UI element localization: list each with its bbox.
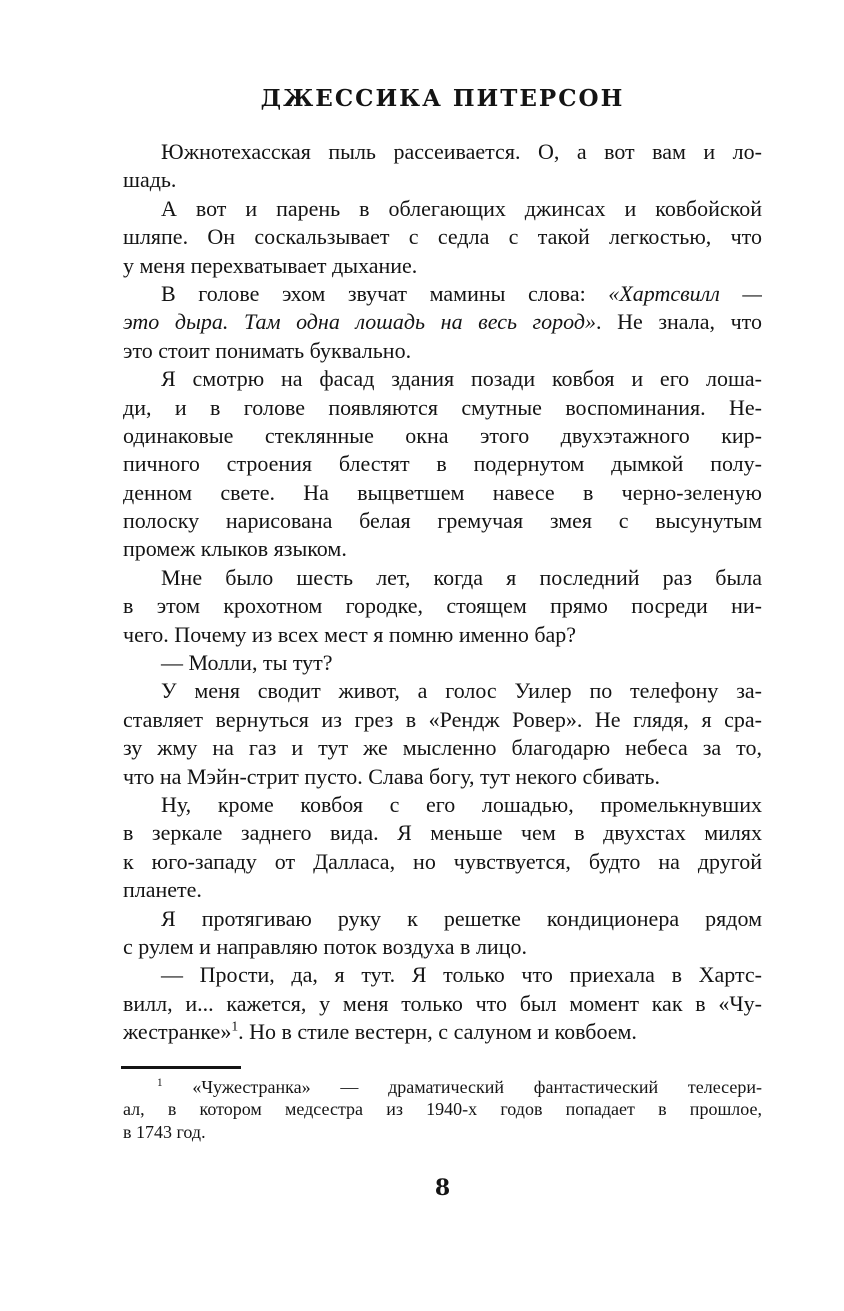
text-segment: «Чужестранка» — драматический фантастический телесери- <box>162 1077 762 1097</box>
text-segment: жестранке» <box>123 1019 232 1045</box>
text-segment: зу жму на газ и тут же мысленно благодарю небеса за то, <box>123 735 762 761</box>
text-line <box>123 677 762 705</box>
text-line <box>123 1076 762 1098</box>
text-line <box>123 422 762 450</box>
text-segment: пичного строения блестят в подернутом дымкой полу- <box>123 451 762 477</box>
text-line <box>123 1121 762 1143</box>
text-segment: — Прости, да, я тут. Я только что приехала в Хартс- <box>161 962 762 988</box>
text-segment: к юго-западу от Далласа, но чувствуется, будто на другой <box>123 848 762 874</box>
text-segment: А вот и парень в облегающих джинсах и ковбойской <box>161 195 762 221</box>
text-line <box>123 1018 762 1046</box>
text-segment: чего. Почему из всех мест я помню именно бар? <box>123 621 577 647</box>
text-line <box>123 535 762 563</box>
text-segment: это стоит понимать буквально. <box>123 337 412 363</box>
text-line <box>123 706 762 734</box>
text-line <box>123 223 762 251</box>
text-segment: полоску нарисована белая гремучая змея с высунутым <box>123 508 762 534</box>
text-line <box>123 763 762 791</box>
text-line <box>123 195 762 223</box>
text-line <box>123 564 762 592</box>
text-line <box>123 905 762 933</box>
footnote-marker: 1 <box>157 1077 163 1089</box>
body-text <box>123 138 762 1047</box>
text-segment: шляпе. Он соскальзывает с седла с такой легкостью, что <box>123 224 762 250</box>
text-line <box>123 450 762 478</box>
text-line <box>123 280 762 308</box>
text-line <box>123 252 762 280</box>
text-segment: в зеркале заднего вида. Я меньше чем в двухстах милях <box>123 820 762 846</box>
text-segment: в 1743 год. <box>123 1121 206 1142</box>
text-segment: ставляет вернуться из грез в «Рендж Ровер». Не глядя, я сра- <box>123 706 762 732</box>
text-segment: что на Мэйн-стрит пусто. Слава богу, тут некого сбивать. <box>123 763 660 789</box>
text-line <box>123 621 762 649</box>
text-line <box>123 394 762 422</box>
text-line <box>123 1098 762 1120</box>
text-line <box>123 791 762 819</box>
footnote <box>123 1076 762 1143</box>
text-segment: промеж клыков языком. <box>123 536 347 562</box>
text-segment: денном свете. На выцветшем навесе в черно-зеленую <box>123 479 762 505</box>
text-segment: Ну, кроме ковбоя с его лошадью, промелькнувших <box>161 791 762 817</box>
text-segment: В голове эхом звучат мамины слова: <box>161 280 609 306</box>
text-segment: вилл, и... кажется, у меня только что был момент как в «Чу- <box>123 990 762 1016</box>
text-segment: с рулем и направляю поток воздуха в лицо. <box>123 933 527 959</box>
text-segment: планете. <box>123 877 202 903</box>
text-segment: это дыра. Там одна лошадь на весь город» <box>123 309 596 335</box>
text-line <box>123 479 762 507</box>
text-segment: У меня сводит живот, а голос Уилер по телефону за- <box>161 678 762 704</box>
text-line <box>123 308 762 336</box>
text-line <box>123 649 762 677</box>
text-line <box>123 365 762 393</box>
text-segment: Южнотехасская пыль рассеивается. О, а вот вам и ло- <box>161 139 762 164</box>
text-segment: — Молли, ты тут? <box>161 650 333 676</box>
text-line <box>123 337 762 365</box>
page-number: 8 <box>434 1175 451 1201</box>
text-line <box>123 961 762 989</box>
text-segment: ди, и в голове появляются смутные воспоминания. Не- <box>123 394 762 420</box>
text-segment: ал, в котором медсестра из 1940-х годов попадает в прошлое, <box>123 1099 762 1120</box>
author-header: ДЖЕССИКА ПИТЕРСОН <box>260 85 625 112</box>
text-segment: в этом крохотном городке, стоящем прямо посреди ни- <box>123 593 762 619</box>
text-line <box>123 933 762 961</box>
text-segment: Я протягиваю руку к решетке кондиционера рядом <box>161 905 762 931</box>
text-line <box>123 848 762 876</box>
text-segment: шадь. <box>123 167 177 193</box>
text-segment: Я смотрю на фасад здания позади ковбоя и его лоша- <box>161 366 762 392</box>
text-segment: Мне было шесть лет, когда я последний раз была <box>161 564 762 590</box>
text-segment: . Но в стиле вестерн, с салуном и ковбоем. <box>238 1019 637 1045</box>
text-line <box>123 819 762 847</box>
text-line <box>123 734 762 762</box>
text-line <box>123 166 762 194</box>
footnote-marker: 1 <box>231 1018 239 1034</box>
text-segment: . Не знала, что <box>595 309 762 335</box>
text-line <box>123 507 762 535</box>
footnote-divider <box>121 1066 241 1069</box>
text-segment: у меня перехватывает дыхание. <box>123 252 418 278</box>
text-line <box>123 138 762 166</box>
text-segment: «Хартсвилл — <box>608 280 762 306</box>
text-line <box>123 876 762 904</box>
text-line <box>123 592 762 620</box>
text-line <box>123 990 762 1018</box>
text-segment: одинаковые стеклянные окна этого двухэтажного кир- <box>123 422 762 448</box>
